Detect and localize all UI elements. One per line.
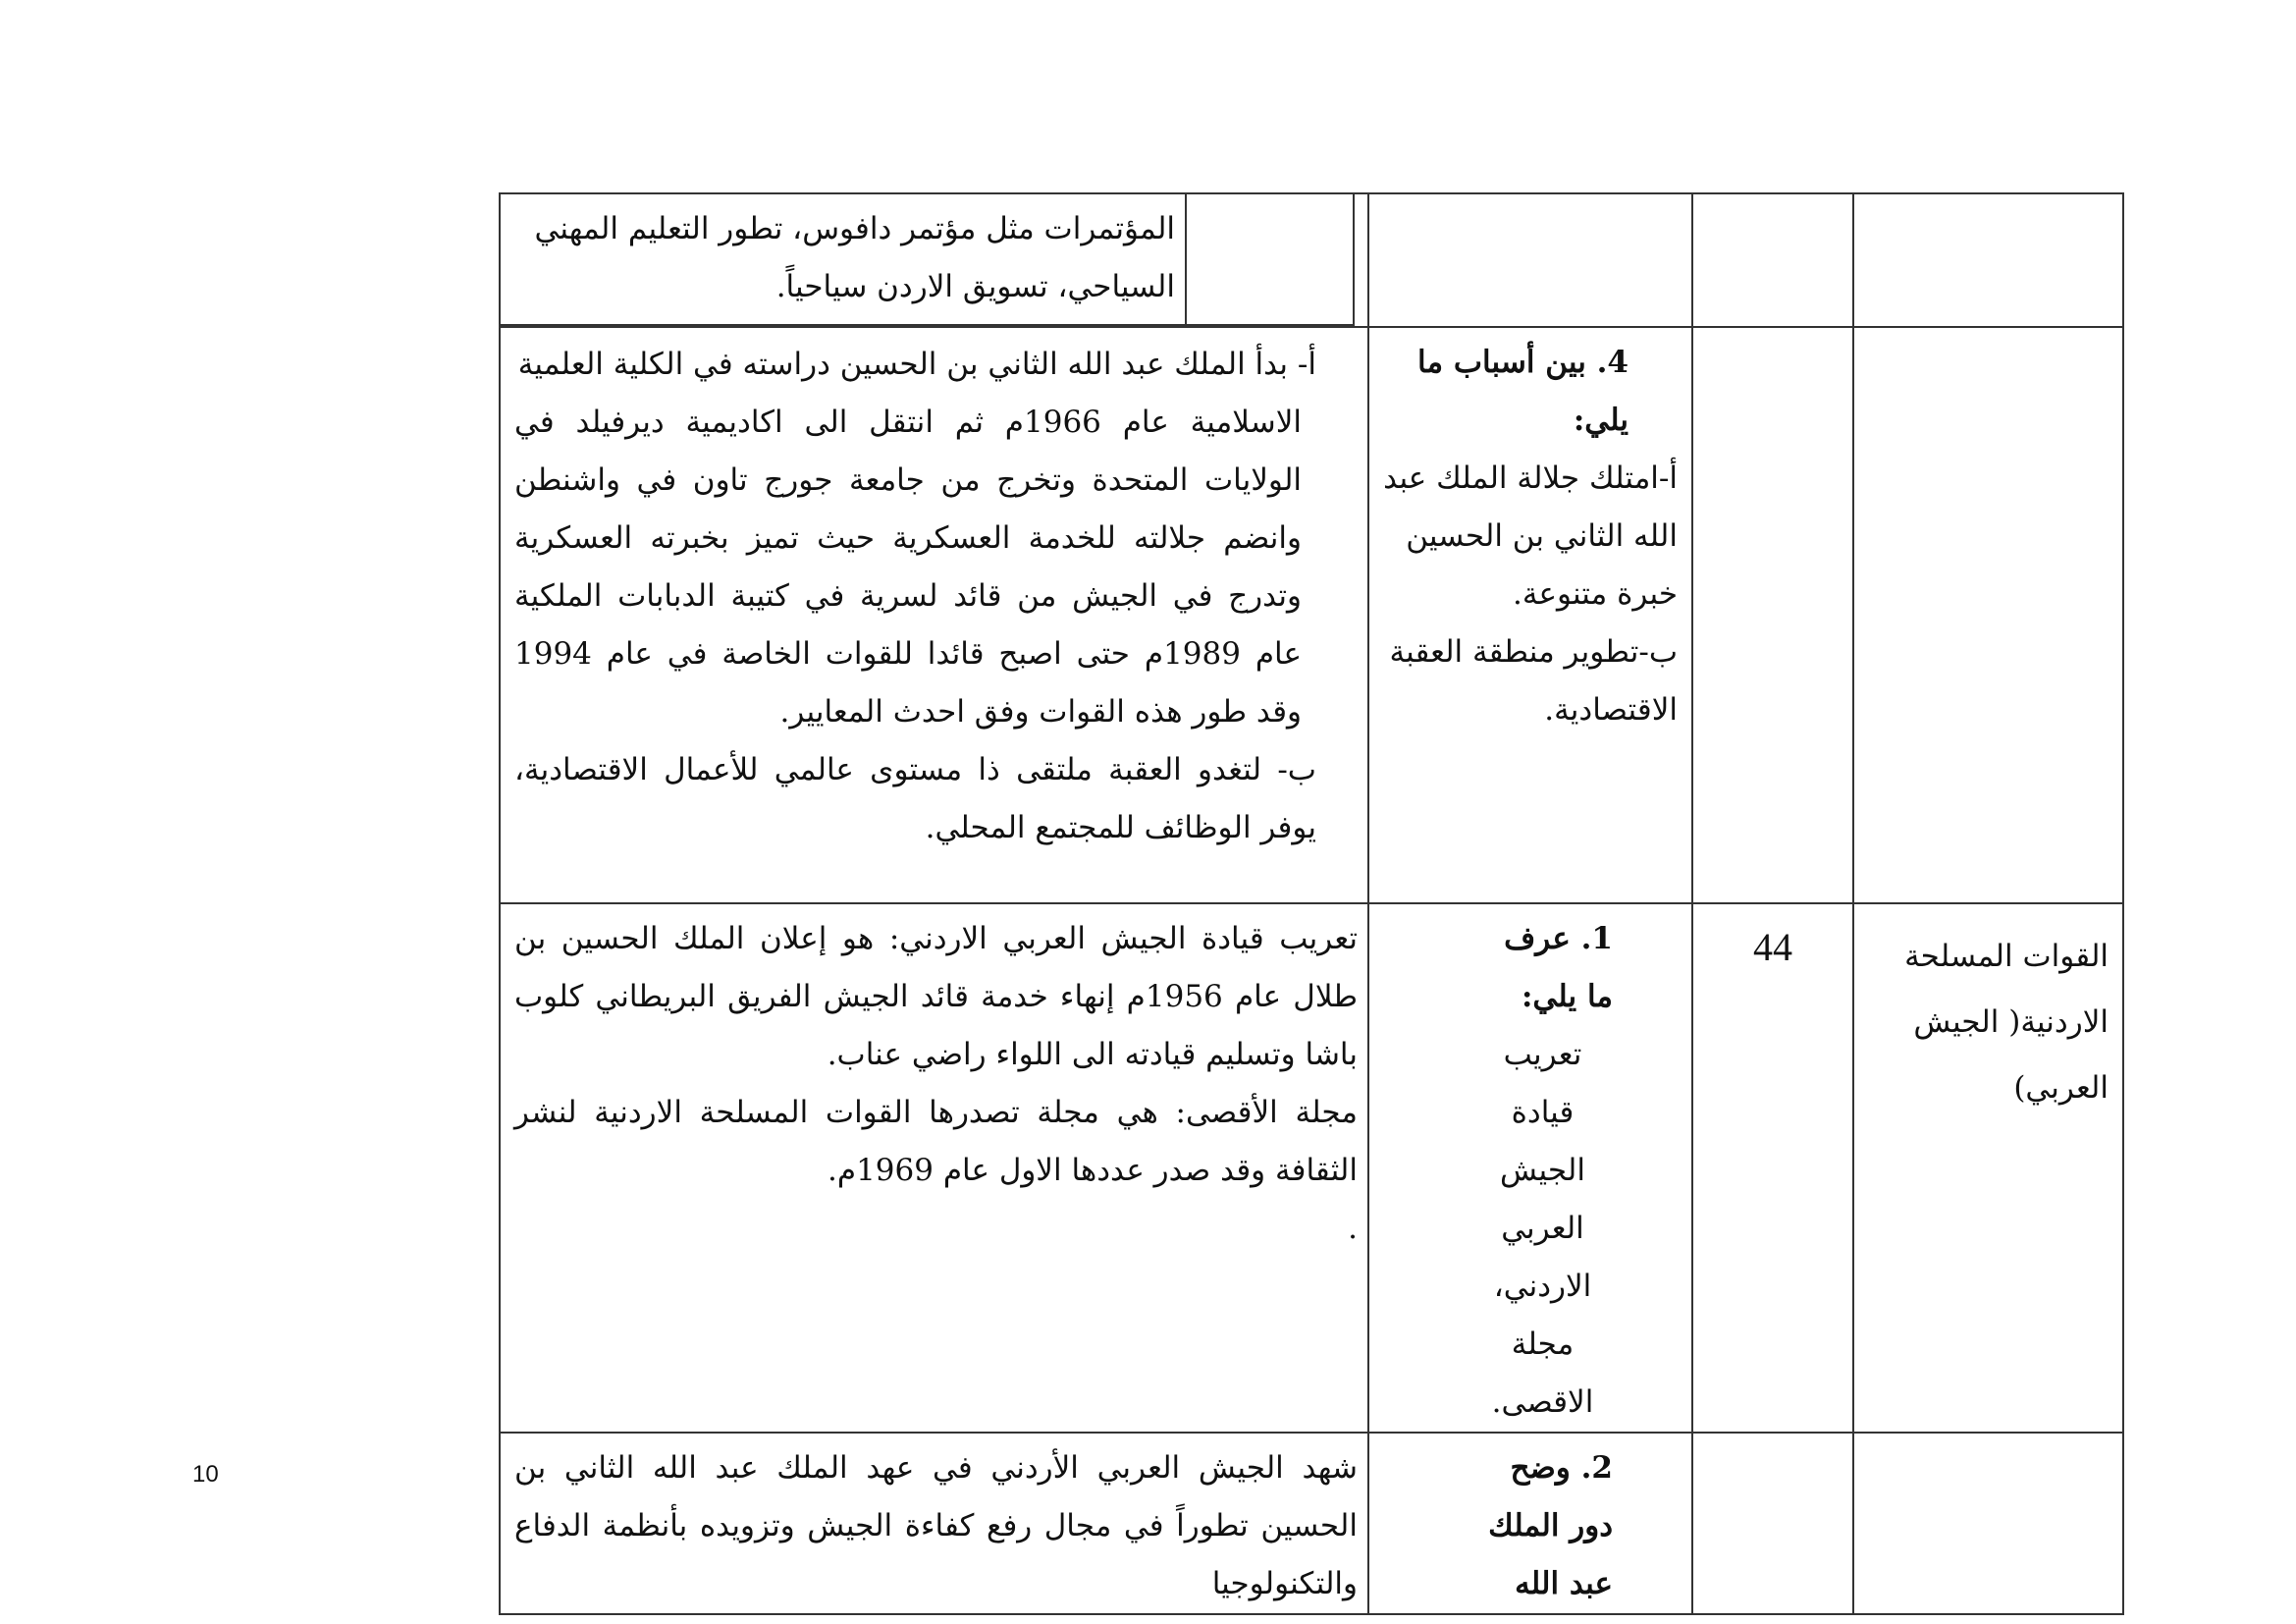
page-cell <box>1692 327 1853 903</box>
nested-answer-table <box>501 194 1367 326</box>
question-title: عرف ما يلي: <box>1504 921 1613 1014</box>
answer-cell <box>500 903 1368 1433</box>
page-number: 10 <box>192 1461 219 1488</box>
topic-cell <box>1853 327 2123 903</box>
question-number: 4. <box>1596 345 1629 380</box>
question-title: بين أسباب ما يلي: <box>1417 345 1629 438</box>
question-cell <box>1368 327 1692 903</box>
nested-answer-line: السياحي، تسويق الاردن سياحياً. <box>775 269 1175 304</box>
nested-spacer <box>1354 194 1367 325</box>
question-number: 2. <box>1580 1450 1613 1486</box>
question-number: 1. <box>1580 921 1613 956</box>
curriculum-table <box>499 192 2124 1615</box>
nested-empty-cell <box>1186 194 1354 325</box>
question-cell <box>1368 903 1692 1433</box>
answer-cell <box>500 327 1368 903</box>
answer-definition-1: تعريب قيادة الجيش العربي الاردني: هو إعلان الملك الحسين بن طلال عام 1956م إنهاء خدمة قائد الجيش الفريق البريطاني كلوب باشا وتسليم قيادته الى اللواء راضي عناب. <box>514 921 1358 1072</box>
page-cell: 44 <box>1692 903 1853 1433</box>
question-item: أ-امتلك جلالة الملك عبد الله الثاني بن الحسين خبرة متنوعة. <box>1383 460 1678 612</box>
page-cell <box>1692 1433 1853 1614</box>
question-heading <box>1379 334 1678 450</box>
answer-text: شهد الجيش العربي الأردني في عهد الملك عبد الله الثاني بن الحسين تطوراً في مجال رفع كفاءة الجيش وتزويده بأنظمة الدفاع والتكنولوجيا <box>514 1450 1358 1601</box>
topic-cell <box>1853 193 2123 327</box>
table-row <box>500 1433 2123 1614</box>
table-row <box>500 327 2123 903</box>
page-cell <box>1692 193 1853 327</box>
nested-answer-line: المؤتمرات مثل مؤتمر دافوس، تطور التعليم المهني <box>534 211 1175 246</box>
table-row <box>500 193 2123 327</box>
question-cell <box>1368 1433 1692 1614</box>
answer-a-first-line: أ- بدأ الملك عبد الله الثاني بن الحسين دراسته في الكلية العلمية <box>517 347 1316 382</box>
topic-cell: القوات المسلحة الاردنية( الجيش العربي) <box>1853 903 2123 1433</box>
question-heading <box>1472 910 1613 1026</box>
nested-answer-cell <box>501 194 1186 325</box>
answer-cell <box>500 1433 1368 1614</box>
question-item: تعريب قيادة الجيش العربي الاردني، مجلة الاقصى. <box>1491 1037 1594 1420</box>
topic-cell <box>1853 1433 2123 1614</box>
answer-cell <box>500 193 1368 327</box>
question-title: وضح دور الملك عبد الله <box>1488 1450 1613 1601</box>
answer-definition-2: مجلة الأقصى: هي مجلة تصدرها القوات المسلحة الاردنية لنشر الثقافة وقد صدر عددها الاول عام 1969م. <box>514 1095 1358 1188</box>
answer-dot: . <box>1348 1211 1358 1246</box>
answer-a-text: الاسلامية عام 1966م ثم انتقل الى اكاديمية ديرفيلد في الولايات المتحدة وتخرج من جامعة جورج تاون في واشنطن وانضم جلالته للخدمة العسكرية حيث تميز بخبرته العسكرية وتدرج في الجيش من قائد لسرية في كتيبة الدبابات الملكية عام 1989م حتى اصبح قائدا للقوات الخاصة في عام 1994 وقد طور هذه القوات وفق احدث المعايير. <box>514 405 1302 730</box>
question-item: ب-تطوير منطقة العقبة الاقتصادية. <box>1389 634 1678 728</box>
table-row <box>500 903 2123 1433</box>
question-cell <box>1368 193 1692 327</box>
answer-b-text: ب- لتغدو العقبة ملتقى ذا مستوى عالمي للأعمال الاقتصادية، يوفر الوظائف للمجتمع المحلي. <box>514 752 1316 845</box>
